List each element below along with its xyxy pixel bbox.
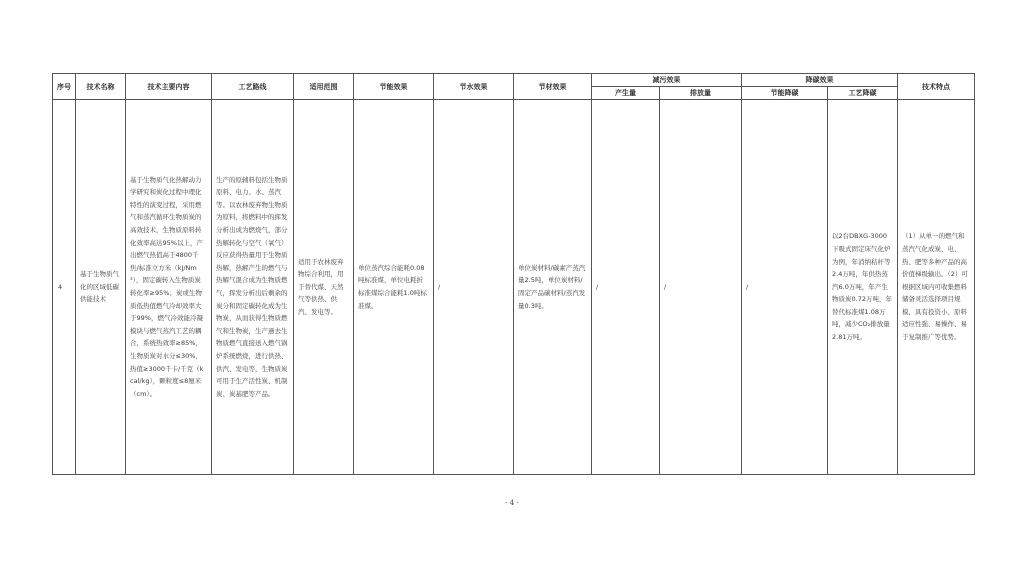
header-row-1: [53, 74, 975, 87]
cell-scope-text: 适用于农林废弃物综合利用，用于替代煤、天然气等供热、供汽、发电等。: [298, 257, 344, 316]
header-pollution-emission: 排放量: [660, 87, 742, 100]
technology-table-sheet: [52, 73, 974, 475]
header-carbon-energy: 节能降碳: [742, 87, 828, 100]
technology-table: [52, 73, 975, 475]
cell-name: [76, 100, 126, 475]
cell-index: [53, 100, 76, 475]
header-route: 工艺路线: [212, 74, 294, 100]
header-energy: 节能效果: [354, 74, 434, 100]
header-name: 技术名称: [76, 74, 126, 100]
header-carbon-group: 降碳效果: [742, 74, 898, 87]
cell-index-text: 4: [58, 282, 63, 291]
header-content: 技术主要内容: [126, 74, 212, 100]
cell-pollution-emission: [660, 100, 742, 475]
table-row: [53, 100, 975, 475]
cell-material: [514, 100, 592, 475]
header-pollution-group: 减污效果: [592, 74, 742, 87]
header-pollution-generated: 产生量: [592, 87, 660, 100]
cell-pollution-generated-text: /: [596, 282, 599, 291]
cell-water: [434, 100, 514, 475]
cell-carbon-process-text: 以2台DBXG-3000下吸式固定床气化炉为例，年消纳秸秆等2.4万吨，年供热蒸汽6.0万吨，年产生物质炭0.72万吨，年替代标准煤1.08万吨，减少CO₂排放量2.81万吨。: [832, 232, 892, 342]
cell-material-text: 单位炭材料/碳素产蒸汽量2.5吨，单位炭材料/固定产品碳材料/蒸汽发量0.3吨。: [518, 263, 586, 310]
header-material: 节材效果: [514, 74, 592, 100]
cell-scope: [294, 100, 354, 475]
cell-route: [212, 100, 294, 475]
cell-features-text: （1）从单一的燃气和蒸汽气化成炭、电、热、肥等多种产品的高价值梯级输出。（2）可根据区域内可收集燃料储备灵活选择项目规模，具有投资小、原料适应性强、易操作、易于复制推广等优势。: [902, 232, 968, 342]
header-water: 节水效果: [434, 74, 514, 100]
cell-carbon-energy-text: /: [746, 282, 749, 291]
header-index: 序号: [53, 74, 76, 100]
cell-pollution-emission-text: /: [664, 282, 667, 291]
cell-energy-text: 单位蒸汽综合能耗0.08吨标准煤，单位电耗折标准煤综合能耗1.0吨标准煤。: [358, 263, 427, 310]
cell-pollution-generated: [592, 100, 660, 475]
cell-water-text: /: [438, 282, 441, 291]
header-features: 技术特点: [898, 74, 975, 100]
cell-content-text: 基于生物质气化热解动力学研究和炭化过程中理化特性的演变过程，采用燃气和蒸汽循环生物质炭的高效技术，生物质原料转化效率高达95%以上，产出燃气热值高于4800千焦/标准立方米（kJ/Nm³），固定碳转入生物质炭转化率≥95%；炭或生物质低热值燃气冷却效率大于99%，燃气冷效能冷凝模块与燃气蒸汽工艺的耦合，系统热效率≥85%，生物质炭对水分≤30%，热值≥3000千卡/千克（kcal/kg），颗粒度≤8厘米（cm）。: [130, 175, 204, 398]
page-number: - 4 -: [505, 499, 519, 507]
cell-features: [898, 100, 975, 475]
header-carbon-process: 工艺降碳: [828, 87, 898, 100]
header-scope: 适用范围: [294, 74, 354, 100]
cell-carbon-energy: [742, 100, 828, 475]
cell-energy: [354, 100, 434, 475]
cell-name-text: 基于生物质气化的区域低碳供能技术: [80, 270, 119, 304]
cell-route-text: 生产的原辅料包括生物质原料、电力、水、蒸汽等。以农林废弃物生物质为原料，将燃料中的挥发分析出成为燃烧气，部分热解转化与空气（氧气）反应获得热量用于生物质热解，热解产生的燃气与热解气混合成为生物质燃气，挥发分析出后剩余的炭分和固定碳转化成为生物炭，从而获得生物质燃气和生物炭，生产過去生物质燃气直接送入燃气锅炉系统燃烧，进行供热、供汽、发电等，生物质炭可用于生产活性炭、机制炭、炭基肥等产品。: [216, 175, 288, 398]
cell-content: [126, 100, 212, 475]
cell-carbon-process: [828, 100, 898, 475]
